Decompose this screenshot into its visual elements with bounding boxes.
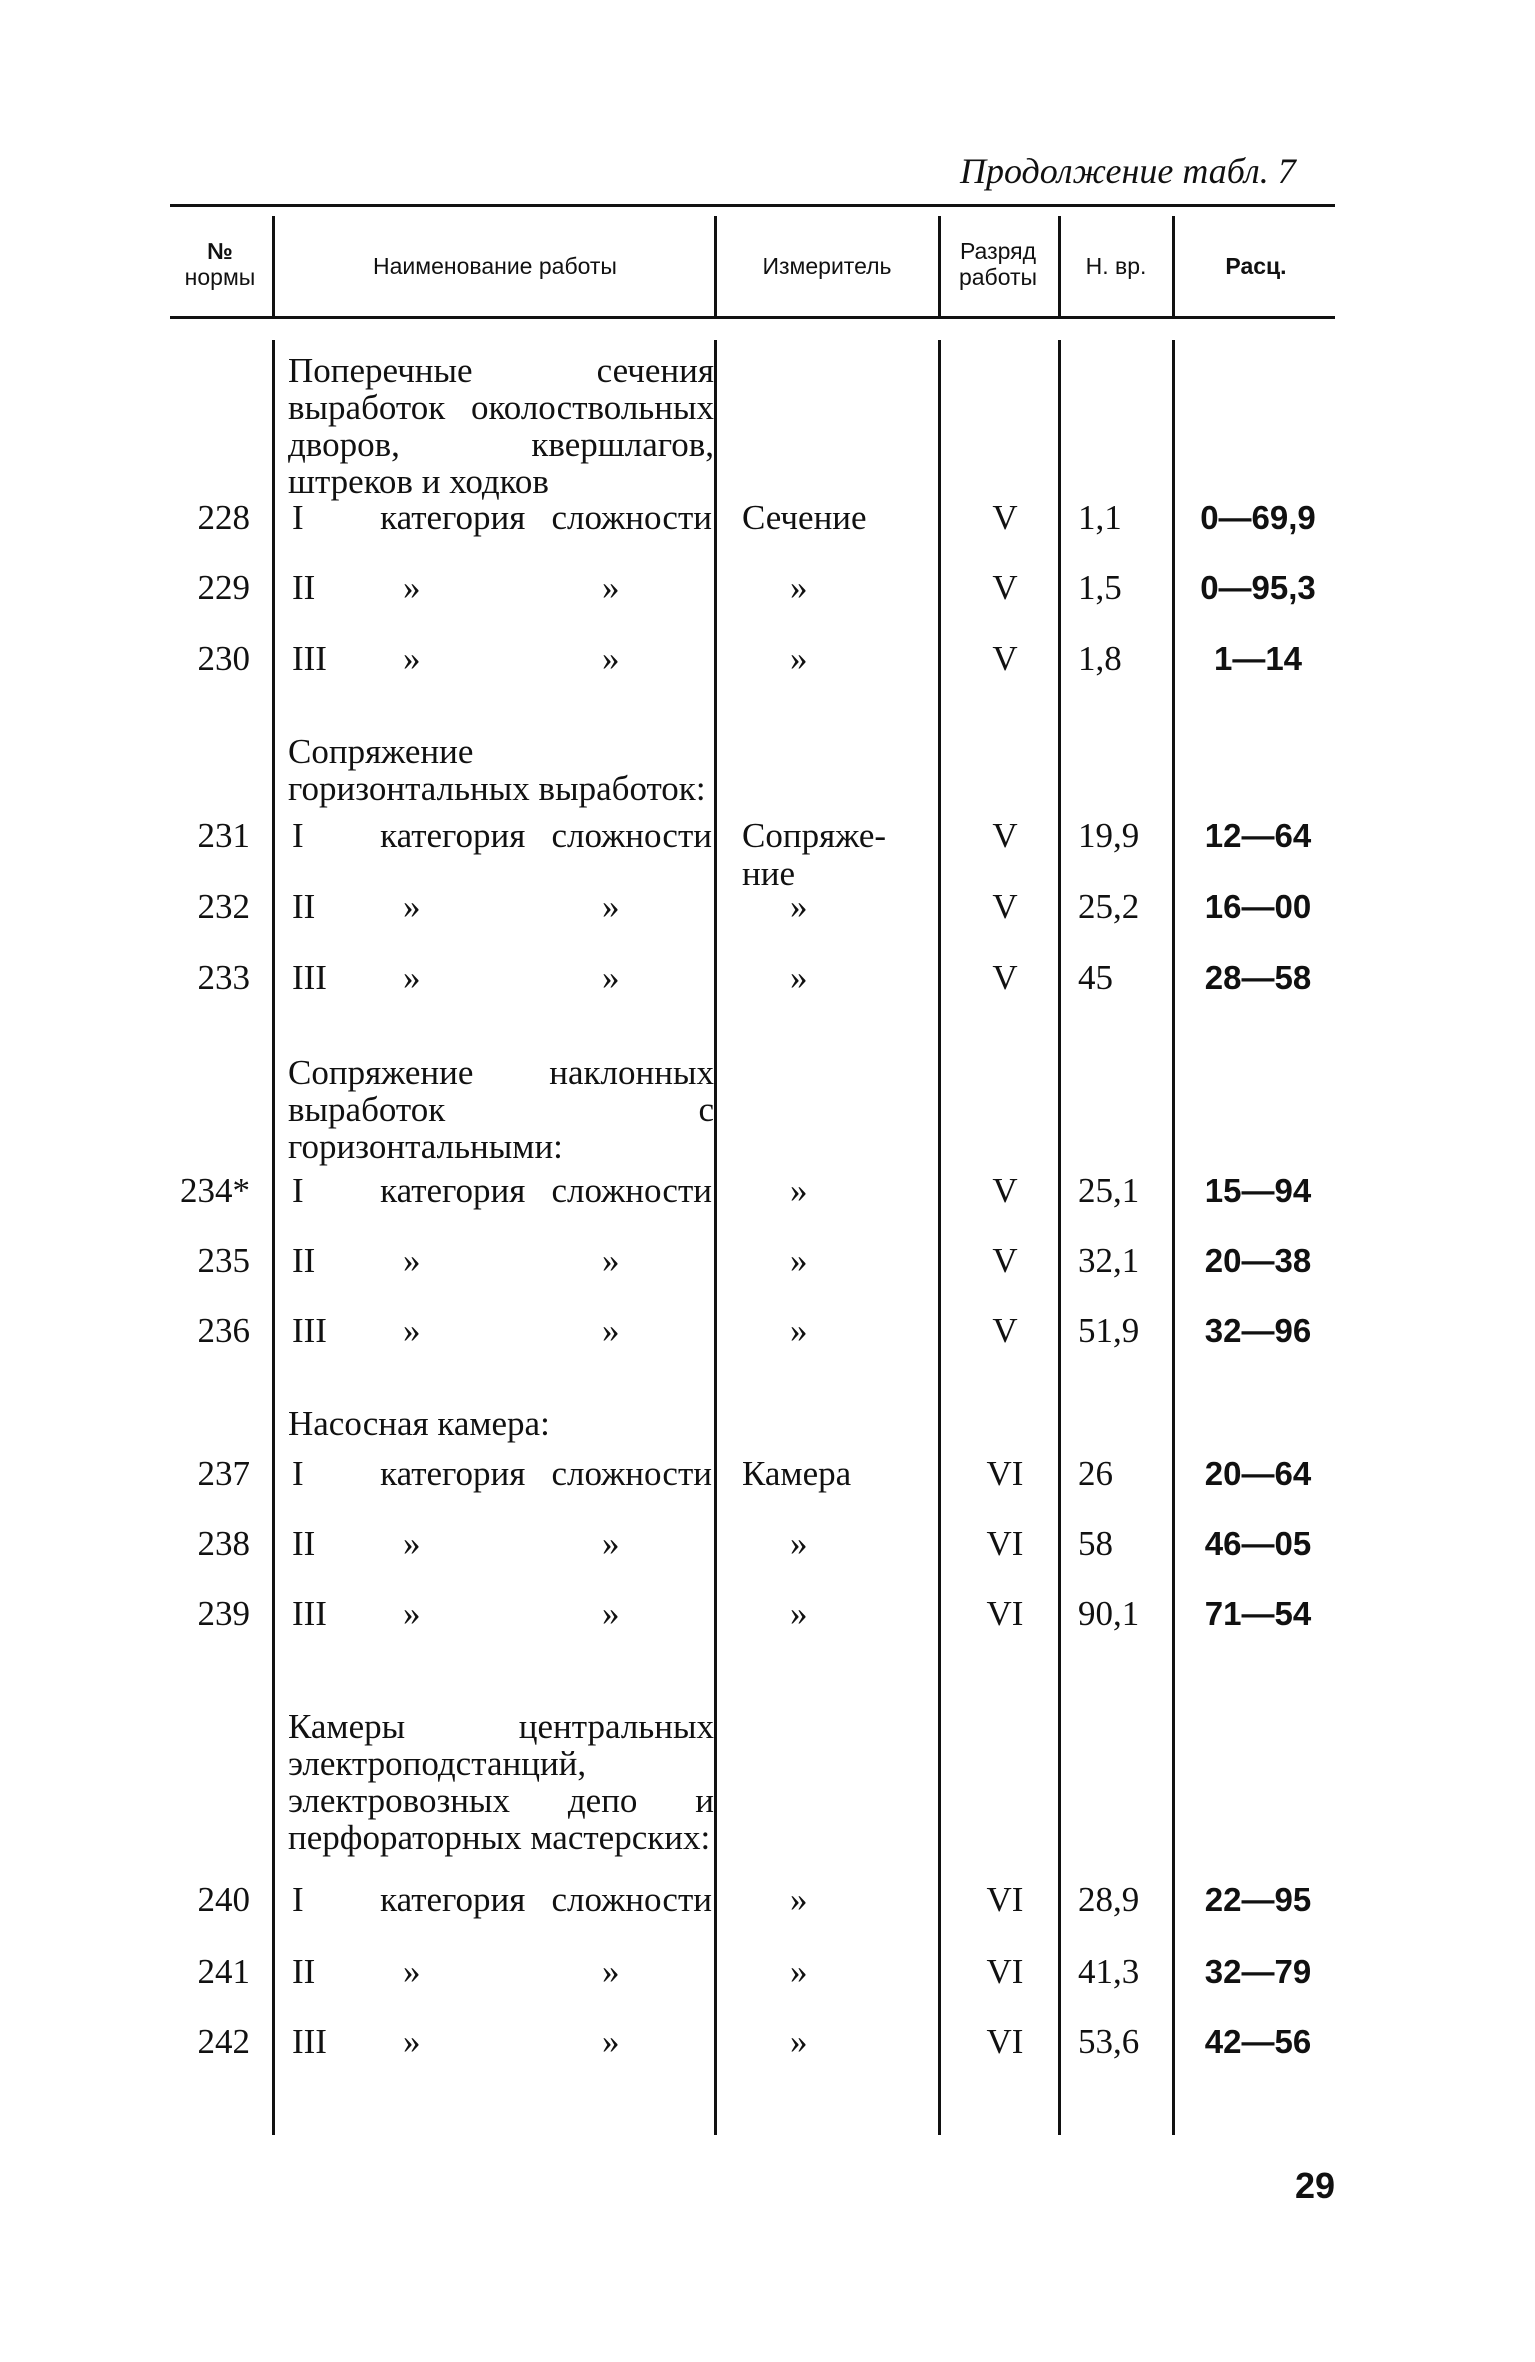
row-category-word: » xyxy=(602,1952,620,1991)
row-category-word: II xyxy=(292,1241,316,1280)
row-grade: V xyxy=(992,816,1018,855)
row-number: 229 xyxy=(197,568,250,607)
row-rate: 20—38 xyxy=(1204,1242,1312,1279)
header-rate: Расц. xyxy=(1225,253,1287,279)
header-no-line1: № xyxy=(207,238,233,264)
row-measure: » xyxy=(790,1311,808,1350)
header-no-line2: нормы xyxy=(184,264,256,290)
row-rate: 1—14 xyxy=(1213,640,1303,677)
row-category-word: II xyxy=(292,1952,316,1991)
header-bottom-rule xyxy=(170,316,1335,319)
row-number: 237 xyxy=(197,1454,250,1493)
section-title: Сопряжение наклонных выработок с горизонтальными: xyxy=(288,1053,714,1166)
row-measure-cont: ние xyxy=(742,854,795,893)
row-rate: 0—95,3 xyxy=(1200,569,1316,606)
row-category-word: категория xyxy=(380,1454,526,1493)
row-measure: » xyxy=(790,1241,808,1280)
row-measure: » xyxy=(790,1880,808,1919)
row-category-word: » xyxy=(403,1311,421,1350)
row-norm: 28,9 xyxy=(1078,1880,1140,1919)
row-number: 242 xyxy=(197,2022,250,2061)
row-grade: V xyxy=(992,639,1018,678)
row-category-word: II xyxy=(292,887,316,926)
row-category-word: II xyxy=(292,568,316,607)
table-caption: Продолжение табл. 7 xyxy=(960,151,1296,191)
section-title: Сопряжение горизонтальных выработок: xyxy=(288,732,706,808)
row-category-word: сложности xyxy=(551,1171,712,1210)
row-category-word: » xyxy=(403,639,421,678)
row-category-word: » xyxy=(403,958,421,997)
row-measure: Камера xyxy=(742,1454,852,1493)
row-category-word: III xyxy=(292,958,327,997)
row-category-word: » xyxy=(602,1524,620,1563)
row-category-word: категория xyxy=(380,816,526,855)
row-category-word: категория xyxy=(380,1171,526,1210)
row-category-word: » xyxy=(403,568,421,607)
row-category xyxy=(292,1880,712,1920)
row-norm: 1,1 xyxy=(1078,498,1122,537)
row-category xyxy=(292,816,712,856)
header-divider xyxy=(272,216,275,316)
row-measure: » xyxy=(790,2022,808,2061)
row-category-word: » xyxy=(403,887,421,926)
column-divider xyxy=(272,340,275,2135)
row-rate: 12—64 xyxy=(1204,817,1312,854)
column-divider xyxy=(938,340,941,2135)
row-category xyxy=(292,887,712,927)
row-category-word: » xyxy=(403,1594,421,1633)
row-category-word: » xyxy=(403,1241,421,1280)
row-number: 231 xyxy=(197,816,250,855)
row-number: 230 xyxy=(197,639,250,678)
row-norm: 25,1 xyxy=(1078,1171,1140,1210)
row-grade: VI xyxy=(986,1524,1024,1563)
header-no xyxy=(172,238,268,290)
header-measure: Измеритель xyxy=(762,253,892,279)
row-category-word: сложности xyxy=(551,498,712,537)
row-grade: V xyxy=(992,1311,1018,1350)
row-category xyxy=(292,1311,712,1351)
section-title: Поперечные сечения выработок околоствольных дворов, квершлагов, штреков и ходков xyxy=(288,351,714,501)
row-category xyxy=(292,639,712,679)
row-rate: 32—96 xyxy=(1204,1312,1312,1349)
row-category-word: сложности xyxy=(551,1454,712,1493)
row-category-word: » xyxy=(602,887,620,926)
row-measure: Сопряже- xyxy=(742,816,887,855)
row-measure: » xyxy=(790,1594,808,1633)
row-measure: » xyxy=(790,958,808,997)
row-norm: 45 xyxy=(1078,958,1113,997)
header-divider xyxy=(1058,216,1061,316)
row-norm: 90,1 xyxy=(1078,1594,1140,1633)
row-category-word: » xyxy=(602,958,620,997)
row-category-word: II xyxy=(292,1524,316,1563)
row-category-word: I xyxy=(292,498,304,537)
row-norm: 53,6 xyxy=(1078,2022,1140,2061)
row-rate: 0—69,9 xyxy=(1200,499,1316,536)
row-rate: 28—58 xyxy=(1204,959,1312,996)
header-top-rule xyxy=(170,204,1335,207)
row-category xyxy=(292,1524,712,1564)
row-norm: 51,9 xyxy=(1078,1311,1140,1350)
row-category xyxy=(292,1171,712,1211)
row-category xyxy=(292,568,712,608)
row-number: 235 xyxy=(197,1241,250,1280)
header-divider xyxy=(1172,216,1175,316)
row-category-word: III xyxy=(292,2022,327,2061)
row-category-word: » xyxy=(403,2022,421,2061)
row-norm: 1,8 xyxy=(1078,639,1122,678)
row-category-word: III xyxy=(292,1311,327,1350)
row-grade: V xyxy=(992,568,1018,607)
row-norm: 19,9 xyxy=(1078,816,1140,855)
row-grade: V xyxy=(992,958,1018,997)
row-category xyxy=(292,1952,712,1992)
row-number: 238 xyxy=(197,1524,250,1563)
row-number: 236 xyxy=(197,1311,250,1350)
row-number: 234* xyxy=(180,1171,250,1210)
row-measure: » xyxy=(790,1171,808,1210)
row-rate: 15—94 xyxy=(1204,1172,1312,1209)
header-divider xyxy=(714,216,717,316)
row-category xyxy=(292,1594,712,1634)
row-category xyxy=(292,498,712,538)
page-number: 29 xyxy=(1295,2165,1336,2206)
header-name: Наименование работы xyxy=(373,253,617,279)
header-grade-line2: работы xyxy=(958,264,1038,290)
row-category xyxy=(292,2022,712,2062)
row-category-word: » xyxy=(403,1524,421,1563)
column-divider xyxy=(1172,340,1175,2135)
row-rate: 22—95 xyxy=(1204,1881,1312,1918)
row-number: 232 xyxy=(197,887,250,926)
row-grade: VI xyxy=(986,2022,1024,2061)
row-grade: VI xyxy=(986,1952,1024,1991)
row-measure: » xyxy=(790,887,808,926)
row-rate: 42—56 xyxy=(1204,2023,1312,2060)
row-category-word: категория xyxy=(380,498,526,537)
row-rate: 46—05 xyxy=(1204,1525,1312,1562)
row-category-word: » xyxy=(602,2022,620,2061)
row-norm: 1,5 xyxy=(1078,568,1122,607)
column-divider xyxy=(1058,340,1061,2135)
row-norm: 32,1 xyxy=(1078,1241,1140,1280)
row-measure: » xyxy=(790,568,808,607)
row-category-word: I xyxy=(292,1880,304,1919)
header-grade-line1: Разряд xyxy=(959,238,1037,264)
row-category xyxy=(292,1454,712,1494)
row-grade: V xyxy=(992,498,1018,537)
row-grade: V xyxy=(992,887,1018,926)
row-rate: 20—64 xyxy=(1204,1455,1312,1492)
row-grade: VI xyxy=(986,1454,1024,1493)
row-measure: » xyxy=(790,639,808,678)
row-measure: Сечение xyxy=(742,498,867,537)
row-category-word: I xyxy=(292,1454,304,1493)
section-title: Насосная камера: xyxy=(288,1404,550,1443)
section-title: Камеры центральных электроподстанций, электровозных депо и перфораторных мастерских: xyxy=(288,1707,714,1857)
row-grade: V xyxy=(992,1171,1018,1210)
row-number: 241 xyxy=(197,1952,250,1991)
row-number: 233 xyxy=(197,958,250,997)
row-category xyxy=(292,958,712,998)
row-category-word: I xyxy=(292,1171,304,1210)
row-category-word: » xyxy=(602,639,620,678)
row-measure: » xyxy=(790,1952,808,1991)
row-grade: VI xyxy=(986,1880,1024,1919)
row-category-word: I xyxy=(292,816,304,855)
row-norm: 58 xyxy=(1078,1524,1113,1563)
row-measure: » xyxy=(790,1524,808,1563)
row-category xyxy=(292,1241,712,1281)
row-rate: 32—79 xyxy=(1204,1953,1312,1990)
row-category-word: » xyxy=(602,1311,620,1350)
row-category-word: сложности xyxy=(551,1880,712,1919)
row-category-word: » xyxy=(602,1594,620,1633)
row-category-word: » xyxy=(602,1241,620,1280)
row-category-word: сложности xyxy=(551,816,712,855)
row-number: 228 xyxy=(197,498,250,537)
row-category-word: » xyxy=(602,568,620,607)
row-rate: 71—54 xyxy=(1204,1595,1312,1632)
row-grade: V xyxy=(992,1241,1018,1280)
header-grade xyxy=(940,238,1056,290)
header-norm: Н. вр. xyxy=(1085,253,1147,279)
row-rate: 16—00 xyxy=(1204,888,1312,925)
row-norm: 25,2 xyxy=(1078,887,1140,926)
row-category-word: » xyxy=(403,1952,421,1991)
row-category-word: категория xyxy=(380,1880,526,1919)
row-grade: VI xyxy=(986,1594,1024,1633)
row-number: 239 xyxy=(197,1594,250,1633)
row-category-word: III xyxy=(292,639,327,678)
row-norm: 41,3 xyxy=(1078,1952,1140,1991)
row-norm: 26 xyxy=(1078,1454,1113,1493)
column-divider xyxy=(714,340,717,2135)
row-number: 240 xyxy=(197,1880,250,1919)
row-category-word: III xyxy=(292,1594,327,1633)
